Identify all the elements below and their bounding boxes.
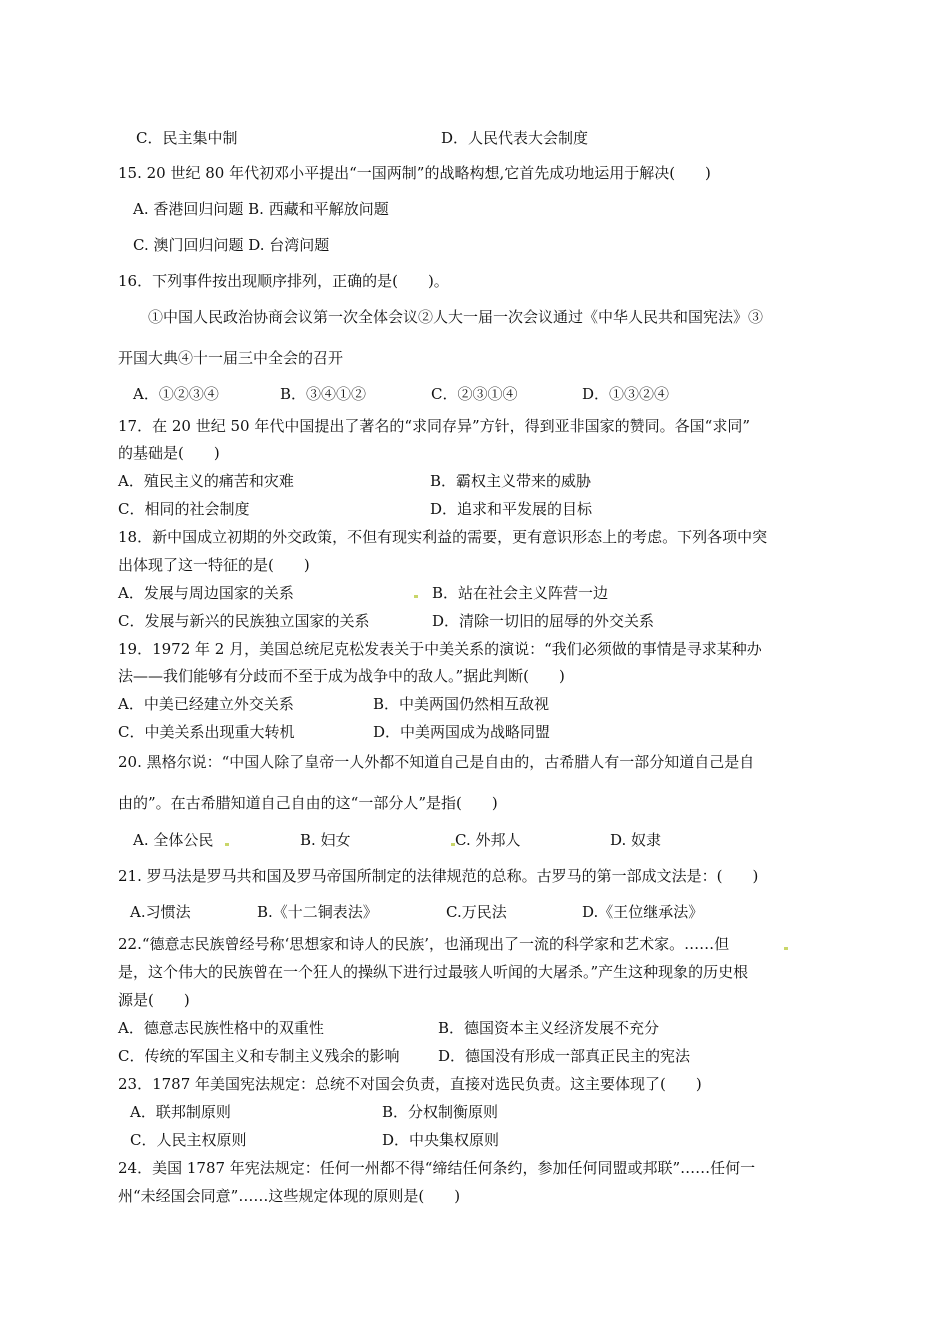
q16-option-d: D．①③②④ [582, 385, 670, 403]
q19-stem-line2: 法——我们能够有分歧而不至于成为战争中的敌人。”据此判断( ) [118, 667, 565, 685]
q14-option-d: D．人民代表大会制度 [441, 129, 589, 147]
q17-stem-line2: 的基础是( ) [118, 444, 220, 462]
q22-option-d: D．德国没有形成一部真正民主的宪法 [438, 1047, 691, 1065]
q20-option-c: C. 外邦人 [455, 831, 521, 849]
q21-stem: 21. 罗马法是罗马共和国及罗马帝国所制定的法律规范的总称。古罗马的第一部成文法是：( ) [118, 867, 759, 885]
q18-stem-line1: 18．新中国成立初期的外交政策，不但有现实利益的需要，更有意识形态上的考虑。下列各项中突 [118, 528, 768, 546]
q22-stem-line1: 22.“德意志民族曾经号称‘思想家和诗人的民族’，也涌现出了一流的科学家和艺术家。……但 [118, 935, 730, 953]
q18-option-c: C．发展与新兴的民族独立国家的关系 [118, 612, 370, 630]
q24-stem-line2: 州“未经国会同意”……这些规定体现的原则是( ) [118, 1187, 461, 1205]
q22-stem-line3: 源是( ) [118, 991, 190, 1009]
q17-stem-line1: 17．在 20 世纪 50 年代中国提出了著名的“求同存异”方针，得到亚非国家的赞同。各国“求同” [118, 417, 751, 435]
q24-stem-line1: 24．美国 1787 年宪法规定：任何一州都不得“缔结任何条约，参加任何同盟或邦联”……任何一 [118, 1159, 756, 1177]
q17-option-b: B．霸权主义带来的威胁 [430, 472, 592, 490]
q20-option-b: B. 妇女 [300, 831, 351, 849]
q23-option-a: A．联邦制原则 [130, 1103, 231, 1121]
q16-option-b: B．③④①② [280, 385, 367, 403]
q22-option-a: A．德意志民族性格中的双重性 [118, 1019, 324, 1037]
scan-speck-mark [225, 843, 229, 846]
q22-option-b: B．德国资本主义经济发展不充分 [438, 1019, 660, 1037]
q23-option-b: B．分权制衡原则 [382, 1103, 499, 1121]
q18-option-b: B．站在社会主义阵营一边 [432, 584, 609, 602]
q19-option-c: C．中美关系出现重大转机 [118, 723, 295, 741]
q21-option-c: C.万民法 [446, 903, 507, 921]
q21-option-d: D.《王位继承法》 [582, 903, 704, 921]
q17-option-d: D．追求和平发展的目标 [430, 500, 593, 518]
q20-option-a: A. 全体公民 [133, 831, 214, 849]
scan-speck-mark [414, 595, 418, 598]
q18-stem-line2: 出体现了这一特征的是( ) [118, 556, 310, 574]
q22-option-c: C．传统的军国主义和专制主义残余的影响 [118, 1047, 400, 1065]
q21-option-b: B.《十二铜表法》 [257, 903, 378, 921]
q16-detail-line2: 开国大典④十一届三中全会的召开 [118, 349, 344, 367]
q16-option-c: C．②③①④ [431, 385, 518, 403]
q23-option-d: D．中央集权原则 [382, 1131, 500, 1149]
q20-option-d: D. 奴隶 [610, 831, 662, 849]
q19-option-b: B．中美两国仍然相互敌视 [373, 695, 550, 713]
q17-option-c: C．相同的社会制度 [118, 500, 250, 518]
q14-option-c: C．民主集中制 [136, 129, 238, 147]
q15-options-cd: C. 澳门回归问题 D. 台湾问题 [133, 236, 330, 254]
q20-stem-line1: 20. 黑格尔说：“中国人除了皇帝一人外都不知道自己是自由的，古希腊人有一部分知道自己是自 [118, 753, 755, 771]
q19-stem-line1: 19．1972 年 2 月，美国总统尼克松发表关于中美关系的演说：“我们必须做的事情是寻求某种办 [118, 640, 762, 658]
q22-stem-line2: 是，这个伟大的民族曾在一个狂人的操纵下进行过最骇人听闻的大屠杀。”产生这种现象的历史根 [118, 963, 749, 981]
q15-stem: 15. 20 世纪 80 年代初邓小平提出“一国两制”的战略构想,它首先成功地运用于解决( ) [118, 164, 711, 182]
q23-option-c: C．人民主权原则 [130, 1131, 247, 1149]
q16-detail-line1: ①中国人民政治协商会议第一次全体会议②人大一届一次会议通过《中华人民共和国宪法》③ [148, 308, 764, 326]
q21-option-a: A.习惯法 [130, 903, 191, 921]
q15-options-ab: A. 香港回归问题 B. 西藏和平解放问题 [133, 200, 389, 218]
q18-option-d: D．清除一切旧的屈辱的外交关系 [432, 612, 655, 630]
q23-stem: 23．1787 年美国宪法规定：总统不对国会负责，直接对选民负责。这主要体现了( ) [118, 1075, 702, 1093]
q18-option-a: A．发展与周边国家的关系 [118, 584, 294, 602]
scan-speck-mark [784, 947, 788, 950]
q16-stem: 16．下列事件按出现顺序排列，正确的是( )。 [118, 272, 449, 290]
q19-option-a: A．中美已经建立外交关系 [118, 695, 294, 713]
q16-option-a: A．①②③④ [133, 385, 219, 403]
q20-stem-line2: 由的”。在古希腊知道自己自由的这“一部分人”是指( ) [118, 794, 498, 812]
q17-option-a: A．殖民主义的痛苦和灾难 [118, 472, 294, 490]
q19-option-d: D．中美两国成为战略同盟 [373, 723, 551, 741]
